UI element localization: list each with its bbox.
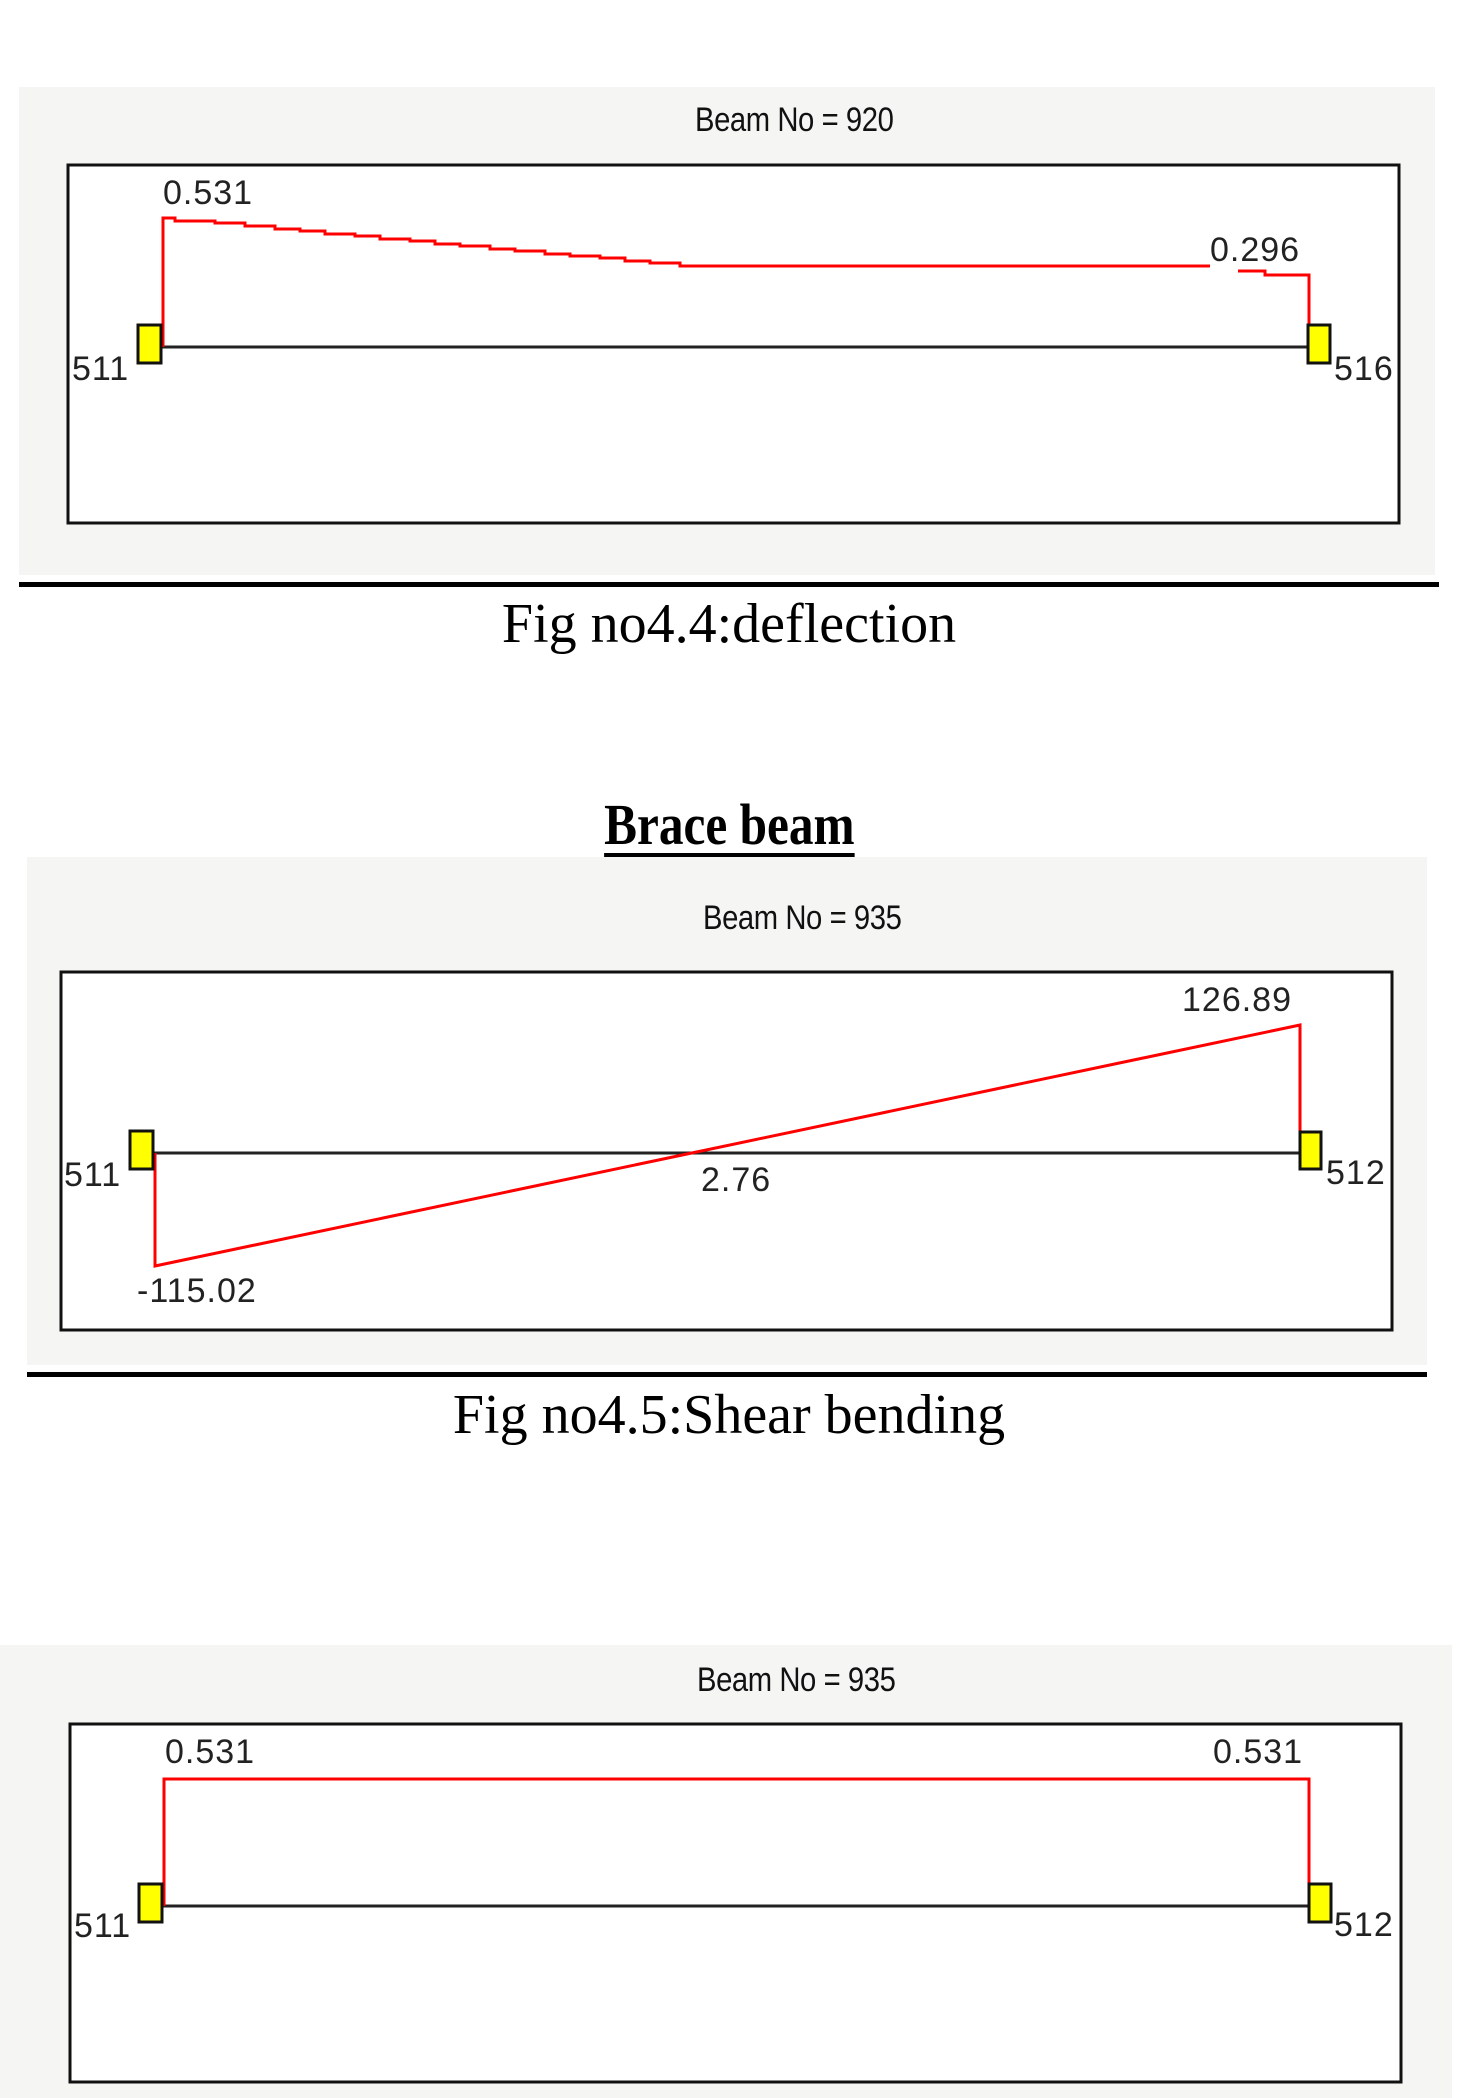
value-label-left: 0.531 — [163, 174, 254, 212]
node-label-right: 512 — [1326, 1154, 1386, 1192]
node-label-right: 516 — [1334, 350, 1394, 388]
value-label-left: 0.531 — [165, 1733, 256, 1771]
figure-caption: Fig no4.5:Shear bending — [452, 1384, 1006, 1446]
node-label-right: 512 — [1334, 1906, 1394, 1944]
node-label-left: 511 — [74, 1907, 132, 1945]
node-label-left: 511 — [64, 1156, 122, 1194]
beam-title: Beam No = 935 — [703, 899, 902, 937]
value-label-mid: 2.76 — [701, 1161, 772, 1199]
value-label-right: 126.89 — [1182, 981, 1292, 1019]
beam-title: Beam No = 935 — [697, 1661, 896, 1699]
node-label-left: 511 — [72, 350, 130, 388]
value-label-left: -115.02 — [137, 1272, 257, 1310]
value-label-right: 0.531 — [1213, 1733, 1304, 1771]
left-support-icon — [139, 1884, 162, 1922]
beam-title: Beam No = 920 — [695, 101, 894, 139]
section-heading-text: Brace beam — [603, 792, 855, 857]
value-label-right: 0.296 — [1210, 231, 1301, 269]
right-support-icon — [1309, 1884, 1331, 1922]
figure-caption: Fig no4.4:deflection — [501, 593, 957, 655]
